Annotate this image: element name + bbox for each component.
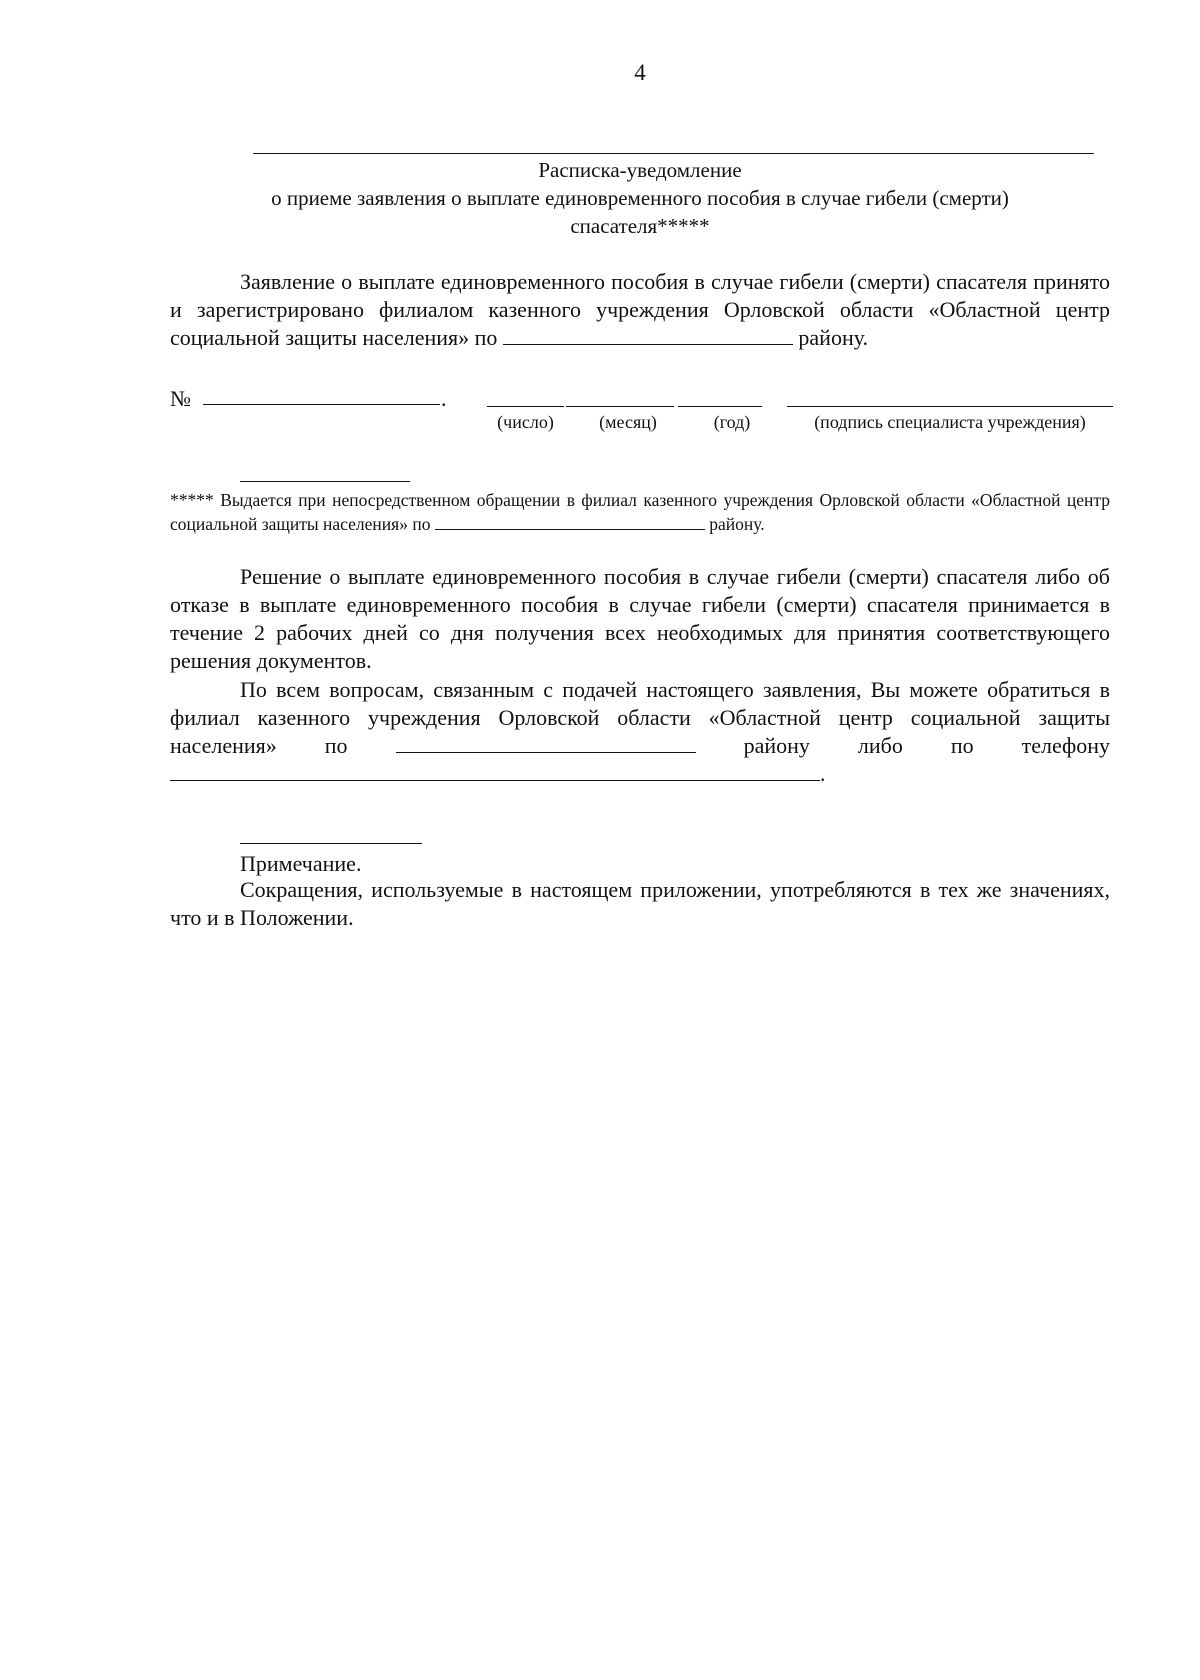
- phone-blank: [170, 762, 820, 781]
- footnote-district-blank: [435, 514, 705, 530]
- registration-number-blank: [203, 404, 440, 405]
- caption-day: (число): [497, 412, 554, 432]
- top-rule: [253, 153, 1094, 154]
- caption-year: (год): [713, 412, 751, 432]
- contacts-end: .: [820, 761, 826, 786]
- receipt-paragraph: [170, 268, 1110, 352]
- note-rule: [240, 843, 422, 844]
- month-blank: [566, 406, 674, 407]
- contacts-mid: району либо по: [743, 733, 974, 758]
- contacts-district-blank: [396, 734, 696, 753]
- title-line-1: Расписка-уведомление: [538, 158, 742, 182]
- registration-number-label: №: [170, 386, 191, 411]
- page-number: 4: [634, 60, 646, 85]
- receipt-text-end: району.: [798, 325, 869, 350]
- phone-label: телефону: [1021, 733, 1111, 758]
- title-line-3: спасателя*****: [570, 214, 710, 238]
- title-line-2: о приеме заявления о выплате единовременного пособия в случае гибели (смерти): [271, 186, 1009, 210]
- contacts-text: По всем вопросам, связанным с подачей настоящего заявления, Вы можете обратиться в филиал казенного учреждения Орловской области «Областной центр социальной защиты населения» по: [170, 677, 1110, 758]
- note-paragraph: [170, 876, 1110, 932]
- caption-month: (месяц): [599, 412, 657, 432]
- decision-paragraph: [170, 563, 1110, 675]
- registration-number-dot: .: [441, 386, 447, 411]
- contacts-paragraph: [170, 676, 1110, 788]
- footnote-rule: [240, 481, 410, 482]
- document-title: [200, 156, 1080, 240]
- footnote-text: ***** Выдается при непосредственном обращении в филиал казенного учреждения Орловской области «Областной центр социальной защиты населения» по: [170, 490, 1110, 534]
- decision-text: Решение о выплате единовременного пособия в случае гибели (смерти) спасателя либо об отказе в выплате единовременного пособия в случае гибели (смерти) спасателя принимается в течение 2 рабочих дней со дня получения всех необходимых для принятия соответствующего решения документов.: [170, 564, 1110, 673]
- year-blank: [678, 406, 762, 407]
- day-blank: [487, 406, 564, 407]
- note-text: Сокращения, используемые в настоящем приложении, употребляются в тех же значениях, что и в Положении.: [170, 877, 1110, 930]
- note-title: Примечание.: [240, 851, 362, 876]
- footnote-end: району.: [709, 514, 765, 534]
- footnote: [170, 488, 1110, 536]
- district-blank: [503, 326, 793, 345]
- caption-signature: (подпись специалиста учреждения): [814, 412, 1086, 432]
- receipt-text: Заявление о выплате единовременного пособия в случае гибели (смерти) спасателя принято и зарегистрировано филиалом казенного учреждения Орловской области «Областной центр социальной защиты населения» по: [170, 269, 1110, 350]
- signature-blank: [787, 406, 1113, 407]
